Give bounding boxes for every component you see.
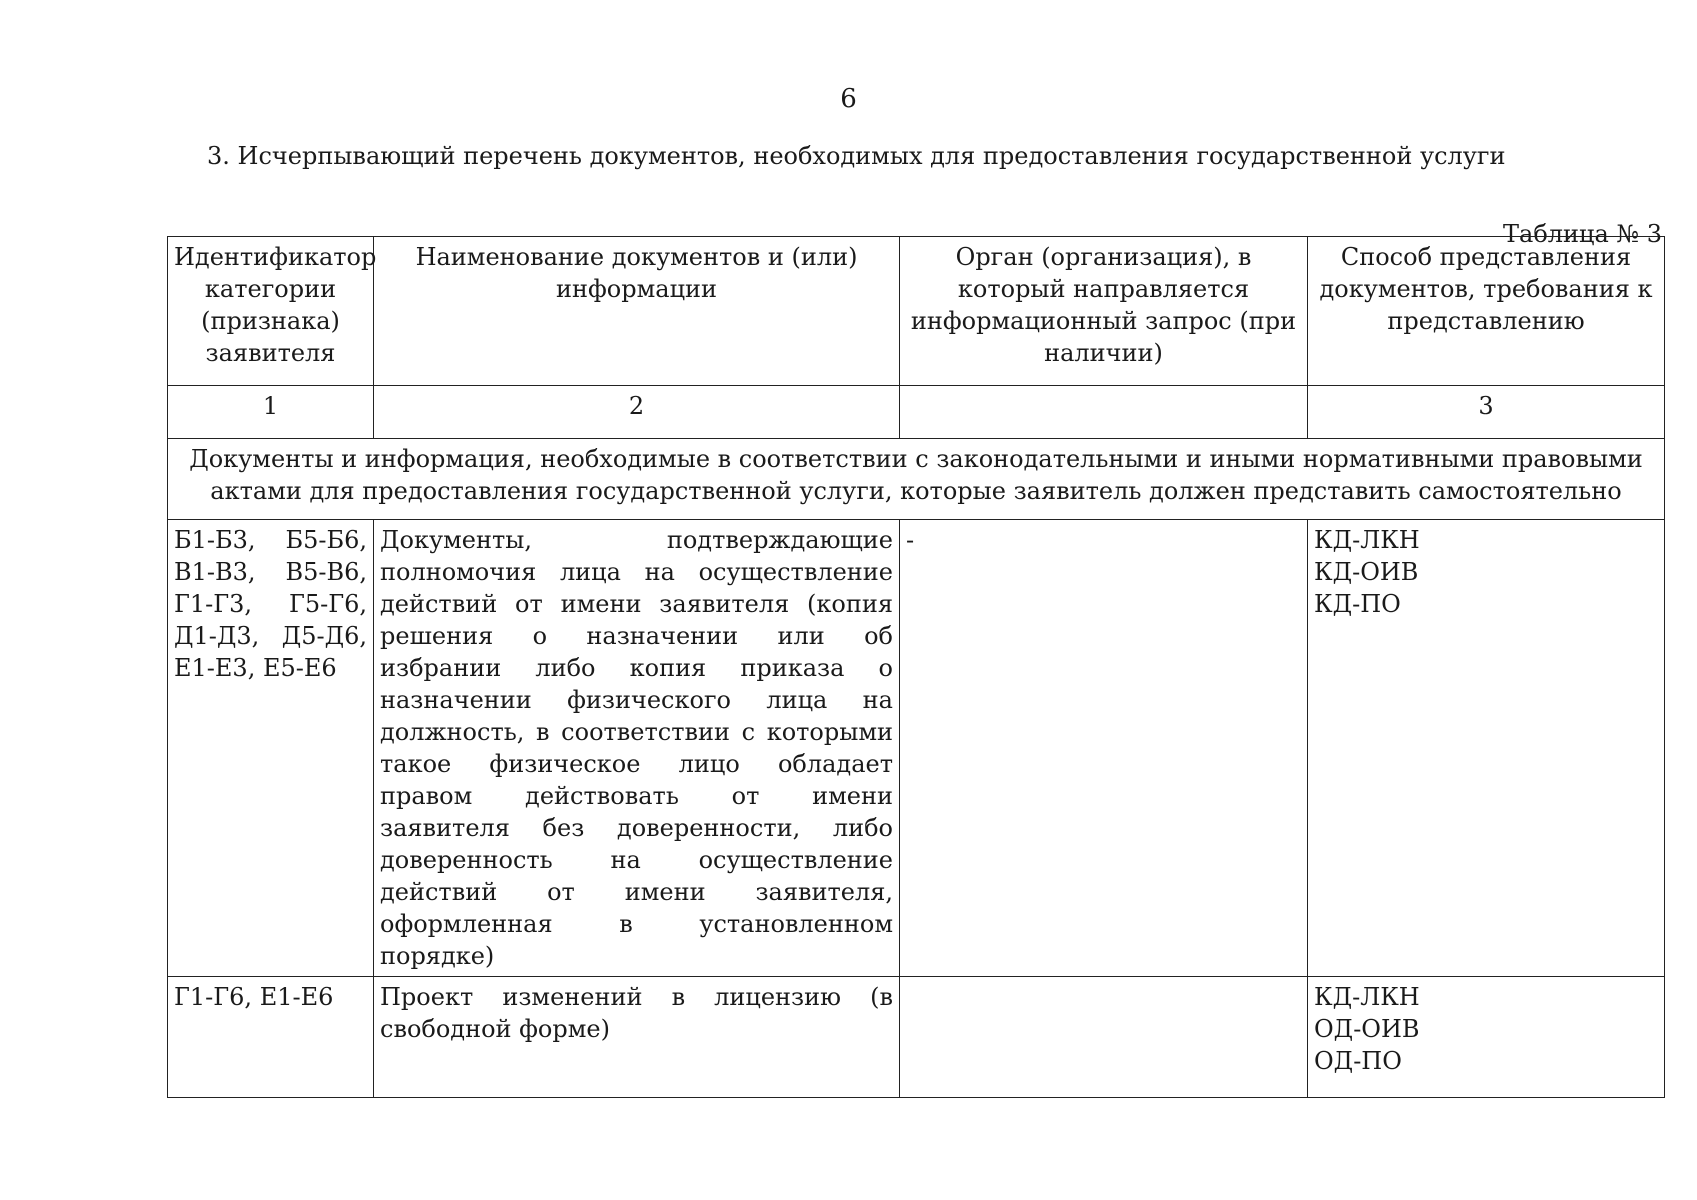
agency-cell: - (900, 520, 1308, 977)
column-header-agency: Орган (организация), в который направляется информационный запрос (при наличии) (900, 237, 1308, 386)
method-code: КД-ЛКН (1314, 526, 1420, 554)
method-code: ОД-ПО (1314, 1047, 1402, 1075)
method-code: КД-ОИВ (1314, 558, 1419, 586)
method-code: ОД-ОИВ (1314, 1015, 1420, 1043)
column-header-submission-method: Способ представления документов, требования к представлению (1308, 237, 1665, 386)
table-row (168, 520, 1665, 977)
submission-methods (1308, 520, 1665, 977)
submission-methods (1308, 977, 1665, 1098)
table-row (168, 977, 1665, 1098)
column-header-document-name: Наименование документов и (или) информации (374, 237, 900, 386)
group-heading: Документы и информация, необходимые в соответствии с законодательными и иными нормативными правовыми актами для предоставления государственной услуги, которые заявитель должен представить самостоятельно (168, 439, 1665, 520)
column-number (900, 386, 1308, 439)
column-number: 2 (374, 386, 900, 439)
document-description: Проект изменений в лицензию (в свободной форме) (374, 977, 900, 1098)
column-number: 3 (1308, 386, 1665, 439)
method-code: КД-ПО (1314, 590, 1401, 618)
document-description: Документы, подтверждающие полномочия лица на осуществление действий от имени заявителя (копия решения о назначении или об избрании либо копия приказа о назначении физического лица на должность, в соответствии с которыми такое физическое лицо обладает правом действовать от имени заявителя без доверенности, либо доверенность на осуществление действий от имени заявителя, оформленная в установленном порядке) (374, 520, 900, 977)
column-number: 1 (168, 386, 374, 439)
table-header-row (168, 237, 1665, 386)
table-label: Таблица № 3 (1503, 220, 1662, 248)
method-code: КД-ЛКН (1314, 983, 1420, 1011)
section-title: 3. Исчерпывающий перечень документов, необходимых для предоставления государственной услуги (207, 142, 1506, 170)
agency-cell (900, 977, 1308, 1098)
applicant-categories: Б1-Б3, Б5-Б6, В1-В3, В5-В6, Г1-Г3, Г5-Г6, Д1-Д3, Д5-Д6, Е1-Е3, Е5-Е6 (168, 520, 374, 977)
documents-table (167, 236, 1665, 1098)
column-header-applicant-id: Идентификатор категории (признака) заявителя (168, 237, 374, 386)
column-number-row (168, 386, 1665, 439)
applicant-categories: Г1-Г6, Е1-Е6 (168, 977, 374, 1098)
page-number: 6 (840, 84, 857, 114)
group-heading-row (168, 439, 1665, 520)
